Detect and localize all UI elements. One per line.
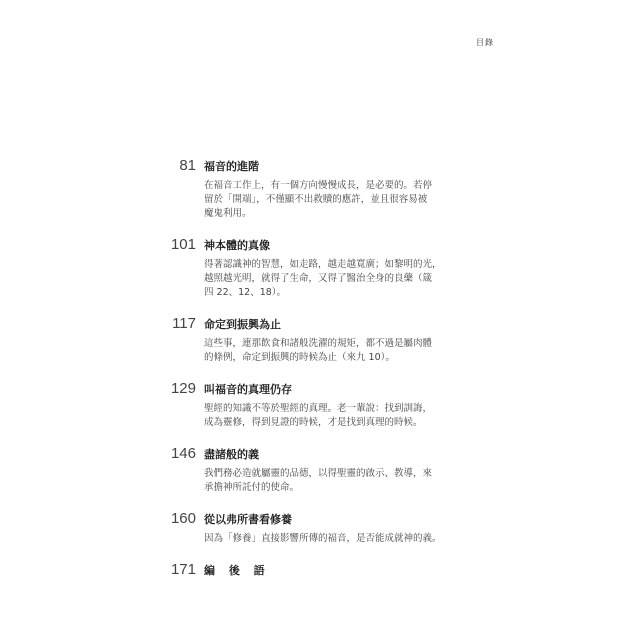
- toc-chapter-title: 叫福音的真理仍存: [204, 383, 292, 396]
- toc-chapter-summary: [204, 402, 476, 430]
- toc-summary-line: 聖經的知識不等於聖經的真理。老一輩說：找到訓誨，: [204, 403, 433, 414]
- toc-summary-line: 我們務必造就屬靈的品德，以得聖靈的啟示、教導，來: [204, 468, 433, 479]
- toc-entry-heading: [160, 510, 480, 530]
- toc-entry-heading: [160, 561, 480, 581]
- toc-entry-heading: [160, 445, 480, 465]
- toc-summary-line: 承擔神所託付的使命。: [204, 482, 300, 493]
- toc-entry-heading: [160, 157, 480, 177]
- toc-entry: [160, 236, 480, 300]
- toc-chapter-title: 神本體的真像: [204, 239, 270, 252]
- toc-entry: [160, 445, 480, 495]
- toc-entry: [160, 157, 480, 221]
- toc-page-number: 81: [179, 157, 196, 174]
- toc-entry: [160, 561, 480, 581]
- toc-summary-line: 在福音工作上，有一個方向慢慢成長，是必要的。若停: [204, 180, 433, 191]
- toc-page-number: 171: [170, 561, 196, 578]
- toc-summary-line: 越照越光明，就得了生命，又得了醫治全身的良藥（箴: [204, 273, 433, 284]
- toc-page-number: 129: [170, 380, 196, 397]
- running-head: 目錄: [476, 38, 494, 47]
- toc-summary-line: 留於「開端」，不僅顯不出救贖的應許，並且很容易被: [204, 194, 428, 205]
- toc-chapter-title: 福音的進階: [204, 160, 259, 173]
- toc-chapter-title: 編 後 語: [204, 564, 270, 577]
- toc-entry-heading: [160, 380, 480, 400]
- toc-summary-line: 魔鬼利用。: [204, 208, 252, 219]
- toc-entry-heading: [160, 315, 480, 335]
- toc-entry: [160, 315, 480, 365]
- toc-chapter-summary: [204, 179, 476, 221]
- toc-summary-line: 這些事，連那飲食和諸般洗濯的規矩，都不過是屬肉體: [204, 338, 433, 349]
- toc-page-number: 160: [170, 510, 196, 527]
- toc-chapter-summary: [204, 532, 476, 546]
- toc-chapter-summary: [204, 467, 476, 495]
- toc-summary-line: 得著認識神的智慧，如走路，越走越寬廣；如黎明的光，: [204, 259, 442, 270]
- toc-chapter-summary: [204, 258, 476, 300]
- toc-summary-line: 四 22、12、18）。: [204, 287, 287, 298]
- toc-chapter-summary: [204, 337, 476, 365]
- toc-summary-line: 成為靈修，得到見證的時候，才是找到真理的時候。: [204, 417, 423, 428]
- table-of-contents: [160, 157, 480, 596]
- toc-chapter-title: 盡諸般的義: [204, 448, 259, 461]
- toc-entry: [160, 510, 480, 546]
- toc-entry: [160, 380, 480, 430]
- toc-chapter-title: 命定到振興為止: [204, 318, 281, 331]
- toc-page-number: 117: [172, 315, 196, 332]
- toc-page-number: 101: [170, 236, 196, 253]
- toc-summary-line: 的條例，命定到振興的時候為止（來九 10）。: [204, 352, 395, 363]
- toc-chapter-title: 從以弗所書看修養: [204, 513, 292, 526]
- toc-entry-heading: [160, 236, 480, 256]
- toc-summary-line: 因為「修養」直接影響所傳的福音，是否能成就神的義。: [204, 533, 442, 544]
- toc-page-number: 146: [170, 445, 196, 462]
